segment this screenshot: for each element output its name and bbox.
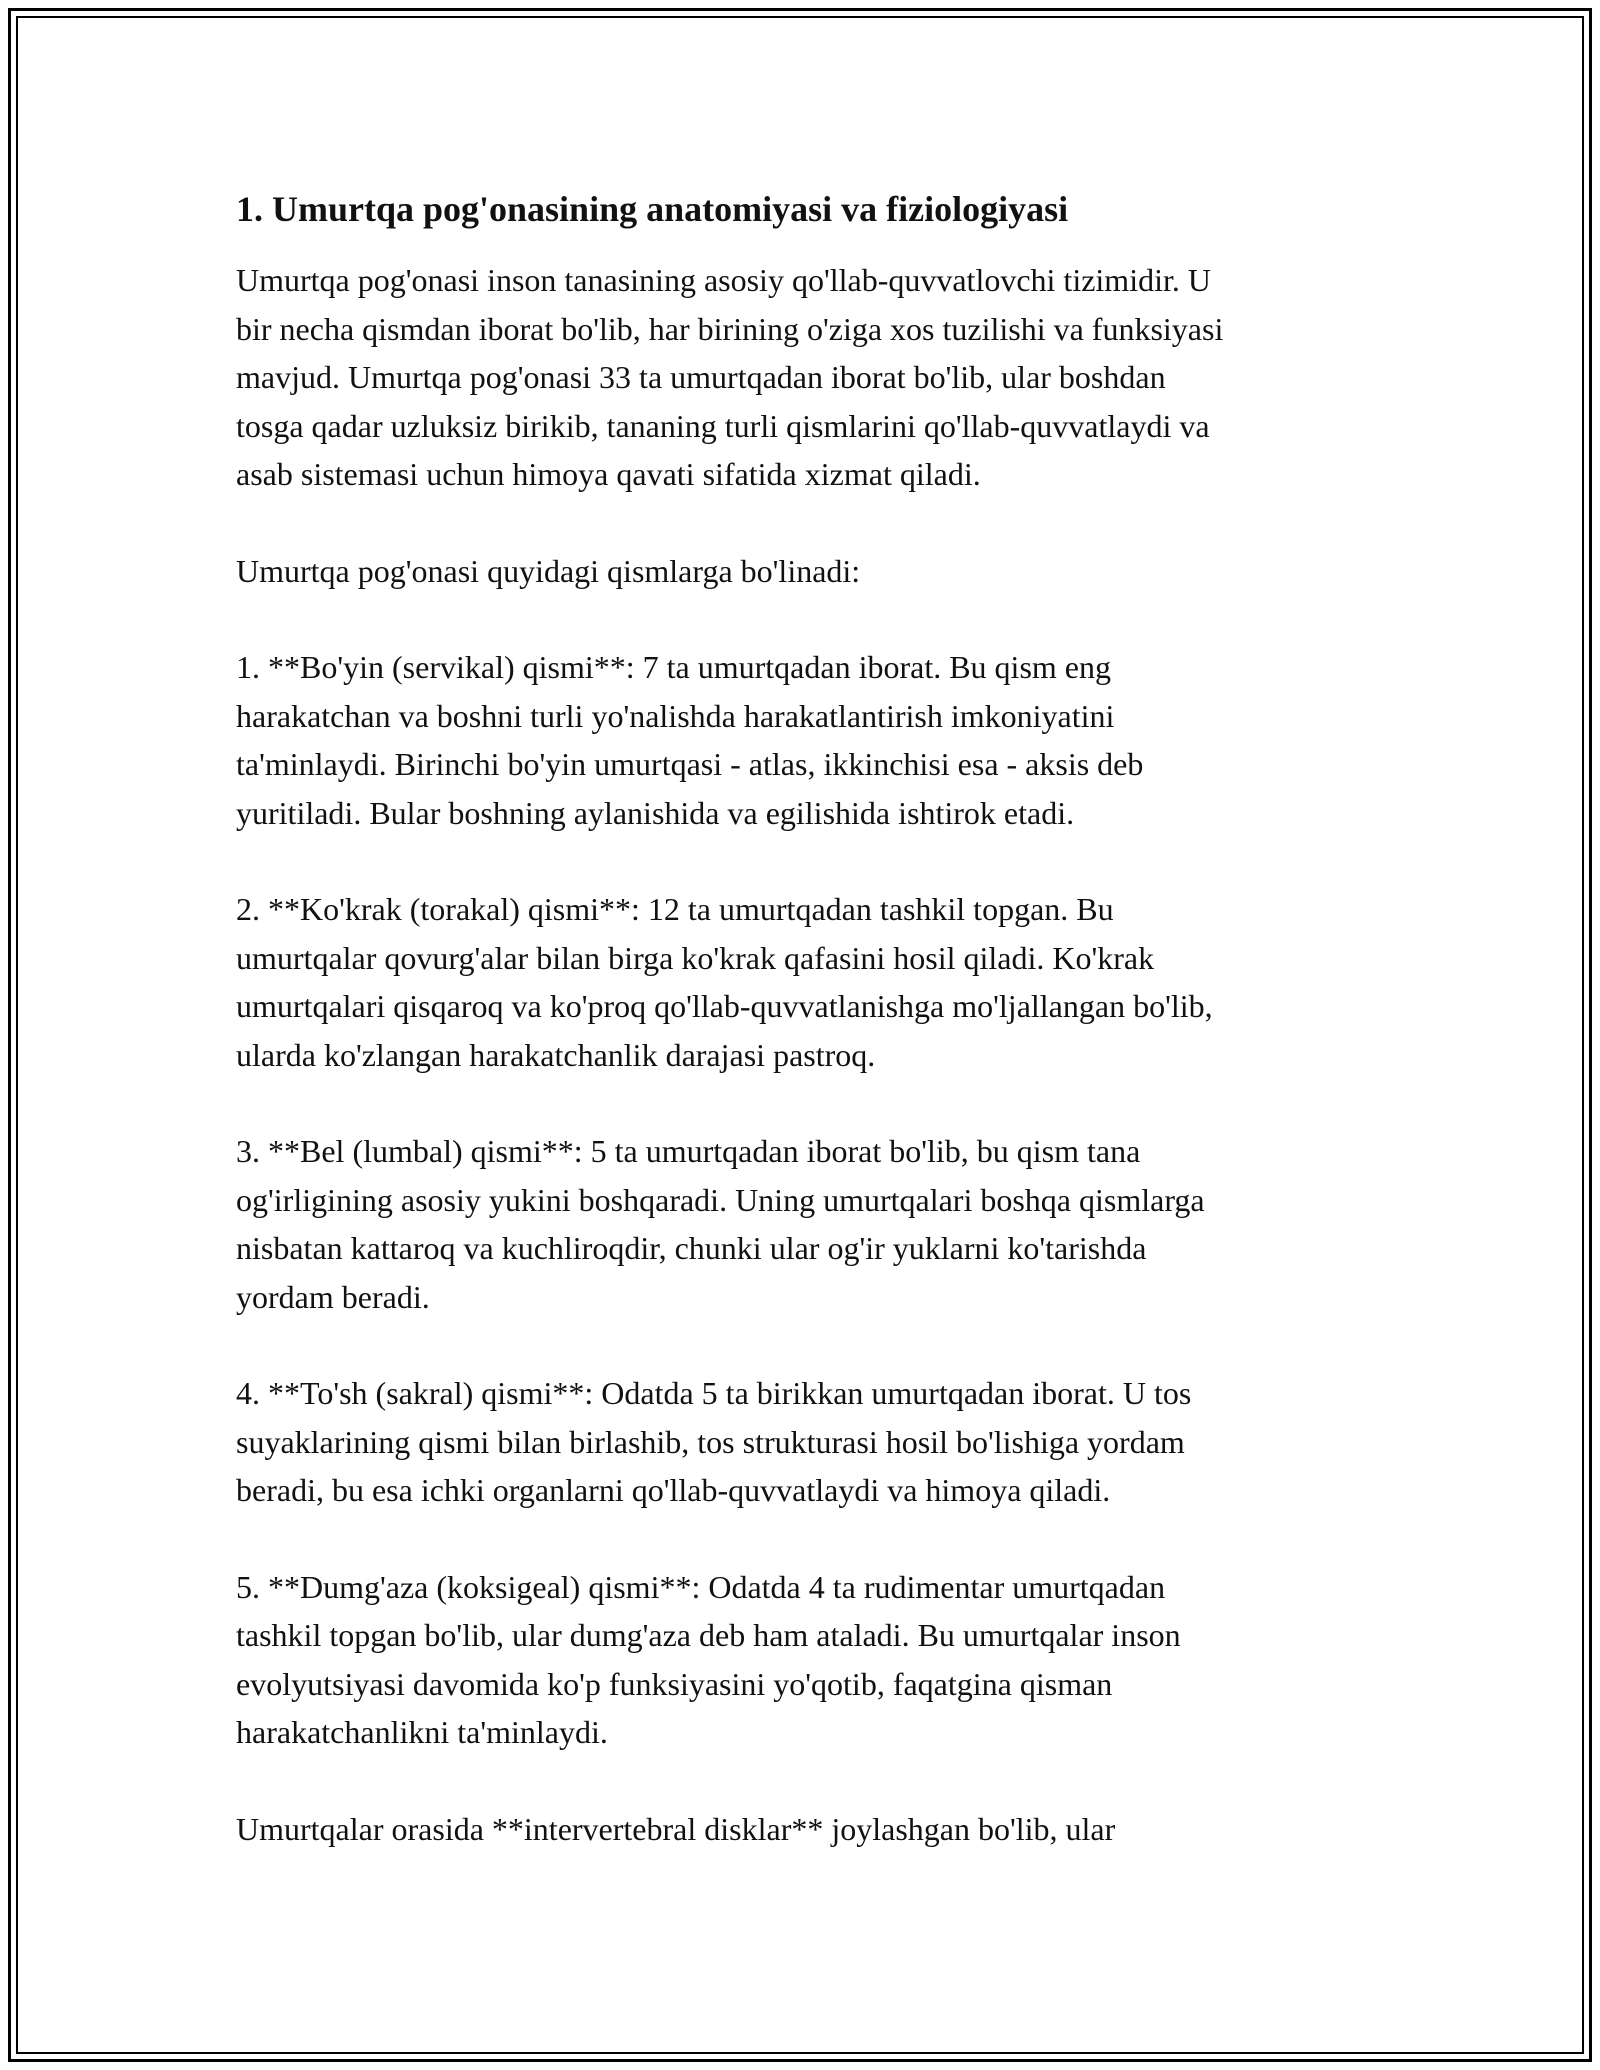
paragraph-discs: Umurtqalar orasida **intervertebral disklar** joylashgan bo'lib, ular xyxy=(236,1810,1116,1847)
document-body xyxy=(236,186,1386,1853)
list-item-cervical: 1. **Bo'yin (servikal) qismi**: 7 ta umurtqadan iborat. Bu qism eng harakatchan va boshni turli yo'nalishda harakatlantirish imkoniyatini ta'minlaydi. Birinchi bo'yin umurtqasi - atlas, ikkinchisi esa - aksis deb yuritiladi. Bular boshning aylanishida va egilishida ishtirok etadi. xyxy=(236,649,1144,831)
list-item-lumbar: 3. **Bel (lumbal) qismi**: 5 ta umurtqadan iborat bo'lib, bu qism tana og'irligining asosiy yukini boshqaradi. Uning umurtqalari boshqa qismlarga nisbatan kattaroq va kuchliroqdir, chunki ular og'ir yuklarni ko'tarishda yordam beradi. xyxy=(236,1133,1205,1315)
list-item-thoracic: 2. **Ko'krak (torakal) qismi**: 12 ta umurtqadan tashkil topgan. Bu umurtqalar qovurg'alar bilan birga ko'krak qafasini hosil qiladi. Ko'krak umurtqalari qisqaroq va ko'proq qo'llab-quvvatlanishga mo'ljallangan bo'lib, ularda ko'zlangan harakatchanlik darajasi pastroq. xyxy=(236,891,1213,1073)
list-item-coccygeal: 5. **Dumg'aza (koksigeal) qismi**: Odatda 4 ta rudimentar umurtqadan tashkil topgan bo'lib, ular dumg'aza deb ham ataladi. Bu umurtqalar inson evolyutsiyasi davomida ko'p funksiyasini yo'qotib, faqatgina qisman harakatchanlikni ta'minlaydi. xyxy=(236,1568,1181,1750)
list-item-sacral: 4. **To'sh (sakral) qismi**: Odatda 5 ta birikkan umurtqadan iborat. U tos suyaklarining qismi bilan birlashib, tos strukturasi hosil bo'lishiga yordam beradi, bu esa ichki organlarni qo'llab-quvvatlaydi va himoya qiladi. xyxy=(236,1375,1192,1508)
section-heading: 1. Umurtqa pog'onasining anatomiyasi va fiziologiyasi xyxy=(236,189,1069,229)
paragraph-intro: Umurtqa pog'onasi inson tanasining asosiy qo'llab-quvvatlovchi tizimidir. U bir necha qismdan iborat bo'lib, har birining o'ziga xos tuzilishi va funksiyasi mavjud. Umurtqa pog'onasi 33 ta umurtqadan iborat bo'lib, ular boshdan tosga qadar uzluksiz birikib, tananing turli qismlarini qo'llab-quvvatlaydi va asab sistemasi uchun himoya qavati sifatida xizmat qiladi. xyxy=(236,262,1224,492)
paragraph-sections-lead: Umurtqa pog'onasi quyidagi qismlarga bo'linadi: xyxy=(236,552,861,589)
